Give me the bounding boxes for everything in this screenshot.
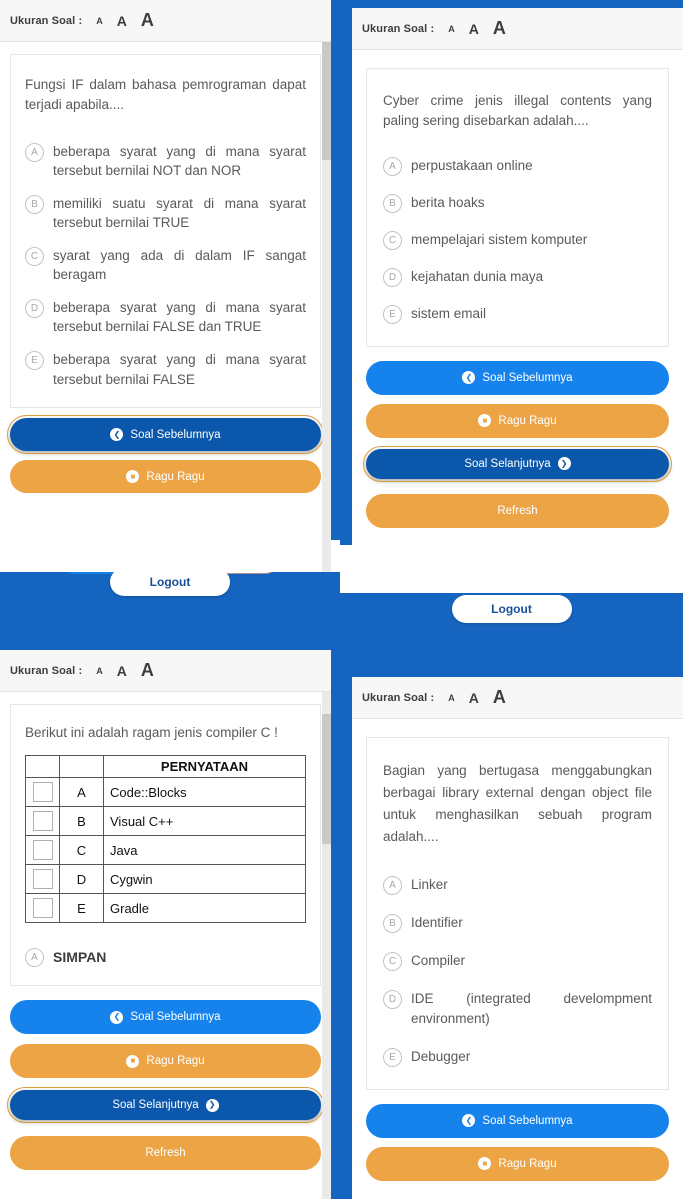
chevron-left-icon: ❮ — [110, 1011, 123, 1024]
answer-option[interactable] — [383, 267, 652, 287]
row-statement: Visual C++ — [104, 807, 306, 836]
checkbox-icon[interactable] — [33, 782, 53, 802]
question-sheet — [352, 8, 683, 588]
table-header-row — [26, 756, 306, 778]
option-label: sistem email — [411, 305, 487, 321]
next-question-label: Soal Selanjutnya — [464, 457, 551, 470]
logout-button[interactable]: Logout — [110, 568, 230, 596]
doubt-icon: ■ — [126, 1055, 139, 1068]
question-size-bar — [352, 8, 683, 50]
answer-option[interactable] — [25, 298, 306, 337]
sheet-scrollbar[interactable] — [322, 42, 331, 572]
prev-question-button-focused[interactable] — [10, 418, 321, 451]
size-option-small[interactable]: A — [448, 692, 455, 703]
refresh-button[interactable] — [366, 494, 669, 528]
option-letter-badge: E — [25, 351, 44, 370]
answer-option[interactable] — [383, 230, 652, 250]
chevron-left-icon: ❮ — [110, 428, 123, 441]
option-letter-badge: B — [25, 195, 44, 214]
answer-options — [383, 156, 652, 324]
answer-option[interactable] — [25, 142, 306, 181]
next-question-label: Soal Selanjutnya — [112, 1099, 199, 1112]
table-row[interactable] — [26, 894, 306, 923]
ragu-ragu-button[interactable] — [366, 1147, 669, 1181]
answer-options — [25, 142, 306, 390]
option-label: beberapa syarat yang di mana syarat tersebut bernilai NOT dan NOR — [53, 143, 306, 179]
chevron-left-icon: ❮ — [462, 1114, 475, 1127]
table-row[interactable] — [26, 865, 306, 894]
answer-option[interactable] — [383, 951, 652, 971]
answer-option[interactable] — [383, 1047, 652, 1067]
answer-option[interactable] — [25, 246, 306, 285]
refresh-label: Refresh — [145, 1147, 186, 1160]
save-option-row[interactable] — [25, 947, 306, 967]
size-bar-label: Ukuran Soal : — [362, 691, 435, 704]
checkbox-icon[interactable] — [33, 811, 53, 831]
checkbox-icon[interactable] — [33, 898, 53, 918]
option-letter-badge: A — [383, 876, 402, 895]
size-bar-label: Ukuran Soal : — [10, 664, 83, 677]
doubt-icon: ■ — [126, 470, 139, 483]
answer-options — [383, 875, 652, 1066]
row-checkbox-cell[interactable] — [26, 836, 60, 865]
question-text: Cyber crime jenis illegal contents yang paling sering disebarkan adalah.... — [383, 93, 652, 129]
size-option-medium[interactable]: A — [468, 20, 479, 37]
row-statement: Java — [104, 836, 306, 865]
chevron-right-icon: ❯ — [206, 1099, 219, 1112]
row-checkbox-cell[interactable] — [26, 894, 60, 923]
option-label: IDE (integrated develompment environment) — [411, 991, 652, 1026]
panel-bottom-right — [340, 672, 683, 1199]
question-size-bar — [0, 0, 331, 42]
chevron-left-icon: ❮ — [462, 371, 475, 384]
row-letter: E — [60, 894, 104, 923]
navigation-buttons — [366, 1104, 669, 1181]
logout-row-top-left — [0, 568, 340, 596]
row-checkbox-cell[interactable] — [26, 865, 60, 894]
panel-top-left — [0, 0, 340, 600]
table-row[interactable] — [26, 778, 306, 807]
row-statement: Code::Blocks — [104, 778, 306, 807]
question-card — [10, 704, 321, 986]
size-option-small[interactable]: A — [96, 665, 103, 676]
size-option-large[interactable]: A — [492, 687, 506, 707]
logout-row-top-right — [340, 595, 683, 623]
row-checkbox-cell[interactable] — [26, 807, 60, 836]
statement-table — [25, 755, 306, 923]
option-letter-badge: B — [383, 914, 402, 933]
size-option-large[interactable]: A — [492, 18, 506, 38]
next-question-button-focused[interactable] — [366, 449, 669, 479]
ragu-ragu-label: Ragu Ragu — [146, 470, 205, 483]
question-size-bar — [352, 677, 683, 719]
answer-option[interactable] — [383, 304, 652, 324]
question-card — [366, 737, 669, 1090]
question-sheet — [352, 677, 683, 1199]
answer-option[interactable] — [383, 156, 652, 176]
question-text: Bagian yang bertugasa menggabungkan berbagai library external dengan object file untuk menghasilkan sebuah program adalah.... — [383, 763, 652, 844]
option-label: beberapa syarat yang di mana syarat tersebut bernilai FALSE dan TRUE — [53, 299, 306, 335]
ragu-ragu-button[interactable] — [10, 1044, 321, 1078]
ragu-ragu-label: Ragu Ragu — [498, 1157, 557, 1170]
ragu-ragu-button[interactable] — [10, 460, 321, 493]
table-row[interactable] — [26, 836, 306, 865]
question-sheet — [0, 0, 331, 572]
navigation-buttons — [10, 1000, 321, 1170]
question-text: Berikut ini adalah ragam jenis compiler C ! — [25, 725, 278, 740]
ragu-ragu-label: Ragu Ragu — [146, 1055, 205, 1068]
answer-option[interactable] — [25, 350, 306, 389]
row-letter: B — [60, 807, 104, 836]
option-label: Identifier — [411, 915, 463, 931]
option-letter-badge: A — [383, 157, 402, 176]
option-label: beberapa syarat yang di mana syarat tersebut bernilai FALSE — [53, 352, 306, 387]
doubt-icon: ■ — [478, 414, 491, 427]
size-option-small[interactable]: A — [96, 15, 103, 26]
navigation-buttons — [366, 361, 669, 528]
refresh-label: Refresh — [497, 504, 538, 517]
prev-question-label: Soal Sebelumnya — [130, 1011, 221, 1024]
row-letter: D — [60, 865, 104, 894]
logout-button[interactable]: Logout — [452, 595, 572, 623]
panel-top-right — [340, 0, 683, 640]
option-label: perpustakaan online — [411, 157, 533, 173]
table-header-statement: PERNYATAAN — [104, 756, 306, 778]
option-label: mempelajari sistem komputer — [411, 231, 588, 247]
question-text: Fungsi IF dalam bahasa pemrograman dapat terjadi apabila.... — [25, 77, 306, 113]
checkbox-icon[interactable] — [33, 869, 53, 889]
option-label: syarat yang ada di dalam IF sangat beragam — [53, 247, 306, 283]
chevron-right-icon: ❯ — [558, 457, 571, 470]
answer-option[interactable] — [383, 989, 652, 1028]
option-letter-badge: C — [25, 247, 44, 266]
table-row[interactable] — [26, 807, 306, 836]
panel-bottom-left — [0, 645, 340, 1199]
answer-option[interactable] — [25, 194, 306, 233]
size-bar-label: Ukuran Soal : — [10, 14, 83, 27]
table-header-letter — [60, 756, 104, 778]
prev-question-button[interactable] — [10, 1000, 321, 1034]
option-letter-badge: C — [383, 952, 402, 971]
size-bar-label: Ukuran Soal : — [362, 22, 435, 35]
question-sheet — [0, 650, 331, 1199]
table-header-checkbox — [26, 756, 60, 778]
prev-question-button[interactable] — [366, 361, 669, 395]
prev-question-button[interactable] — [366, 1104, 669, 1138]
checkbox-icon[interactable] — [33, 840, 53, 860]
question-card — [366, 68, 669, 347]
ragu-ragu-label: Ragu Ragu — [498, 414, 557, 427]
next-question-button-focused[interactable] — [10, 1090, 321, 1120]
size-option-medium[interactable]: A — [116, 12, 127, 29]
refresh-button[interactable] — [10, 1136, 321, 1170]
option-letter-badge: D — [25, 299, 44, 318]
question-card — [10, 54, 321, 408]
save-label: SIMPAN — [53, 949, 107, 966]
scrollbar-thumb[interactable] — [322, 42, 331, 160]
option-letter-badge: E — [383, 1048, 402, 1067]
row-letter: C — [60, 836, 104, 865]
option-label: Linker — [411, 877, 448, 893]
option-label: kejahatan dunia maya — [411, 268, 544, 284]
row-checkbox-cell[interactable] — [26, 778, 60, 807]
answer-option[interactable] — [383, 913, 652, 933]
row-letter: A — [60, 778, 104, 807]
answer-option[interactable] — [383, 875, 652, 895]
option-label: memiliki suatu syarat di mana syarat tersebut bernilai TRUE — [53, 195, 306, 231]
option-letter-badge: C — [383, 231, 402, 250]
ragu-ragu-button[interactable] — [366, 404, 669, 438]
prev-question-label: Soal Sebelumnya — [130, 428, 221, 441]
scrollbar-thumb[interactable] — [322, 714, 331, 844]
prev-question-label: Soal Sebelumnya — [482, 371, 573, 384]
option-letter-badge: A — [25, 143, 44, 162]
option-letter-badge: B — [383, 194, 402, 213]
prev-question-label: Soal Sebelumnya — [482, 1114, 573, 1127]
row-statement: Gradle — [104, 894, 306, 923]
size-option-medium[interactable]: A — [468, 689, 479, 706]
option-label: berita hoaks — [411, 194, 485, 210]
row-statement: Cygwin — [104, 865, 306, 894]
question-size-bar — [0, 650, 331, 692]
option-letter-badge: D — [383, 268, 402, 287]
option-letter-badge: E — [383, 305, 402, 324]
navigation-buttons — [10, 418, 321, 493]
option-letter-badge: A — [25, 948, 44, 967]
size-option-large[interactable]: A — [140, 10, 154, 30]
answer-option[interactable] — [383, 193, 652, 213]
doubt-icon: ■ — [478, 1157, 491, 1170]
size-option-small[interactable]: A — [448, 23, 455, 34]
size-option-large[interactable]: A — [140, 660, 154, 680]
option-label: Debugger — [411, 1048, 471, 1064]
sheet-scrollbar[interactable] — [322, 692, 331, 1199]
size-option-medium[interactable]: A — [116, 662, 127, 679]
option-letter-badge: D — [383, 990, 402, 1009]
option-label: Compiler — [411, 953, 466, 969]
